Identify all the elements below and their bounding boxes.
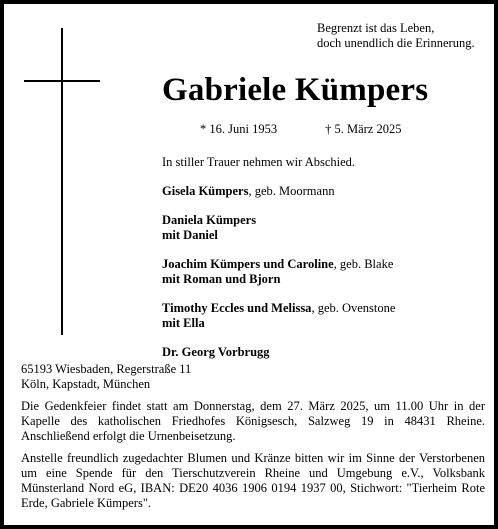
mourner-companions: mit Daniel xyxy=(162,228,218,242)
memorial-quote xyxy=(317,21,475,51)
mourner-companions: mit Roman und Bjorn xyxy=(162,272,281,286)
address-block xyxy=(21,362,191,392)
mourner-name: Timothy Eccles und Melissa xyxy=(162,301,312,315)
mourner-detail: , geb. Ovenstone xyxy=(311,301,396,315)
mourner-entry xyxy=(162,257,482,287)
mourner-name: Gisela Kümpers xyxy=(162,184,249,198)
donation-request: Anstelle freundlich zugedachter Blumen und Kränze bitten wir im Sinne der Verstorbenen um eine Spende für den Tierschutzverein Rheine und Umgebung e.V., Volksbank Münsterland Nord eG, IBAN: DE20 4036 1906 0194 1937 00, Stichwort: "Tierheim Rote Erde, Gabriele Kümpers". xyxy=(21,451,485,510)
address-line: 65193 Wiesbaden, Regerstraße 11 xyxy=(21,362,192,376)
life-dates xyxy=(200,122,401,137)
mourner-entry xyxy=(162,345,482,360)
quote-line: doch unendlich die Erinnerung. xyxy=(317,36,475,50)
funeral-details: Die Gedenkfeier findet statt am Donnerstag, dem 27. März 2025, um 11.00 Uhr in der Kapelle des katholischen Friedhofes Königsesch, Salzweg 19 in 48431 Rheine. Anschließend erfolgt die Urnenbeisetzung. xyxy=(21,399,485,443)
mourner-companions: mit Ella xyxy=(162,316,205,330)
mourner-detail: , geb. Moormann xyxy=(248,184,335,198)
mourner-entry xyxy=(162,184,482,199)
mourner-name: Joachim Kümpers und Caroline xyxy=(162,257,334,271)
mourners-list xyxy=(162,155,482,374)
mourner-name: Dr. Georg Vorbrugg xyxy=(162,345,270,359)
mourner-entry xyxy=(162,213,482,243)
death-date: † 5. März 2025 xyxy=(325,122,402,136)
mourner-detail: , geb. Blake xyxy=(333,257,394,271)
quote-line: Begrenzt ist das Leben, xyxy=(317,21,435,35)
deceased-name: Gabriele Kümpers xyxy=(162,72,429,108)
cross-icon xyxy=(61,28,63,335)
mourner-name: Daniela Kümpers xyxy=(162,213,257,227)
birth-date: * 16. Juni 1953 xyxy=(200,122,278,136)
mourner-entry xyxy=(162,301,482,331)
cross-icon-bar xyxy=(24,80,100,82)
address-line: Köln, Kapstadt, München xyxy=(21,377,151,391)
farewell-intro: In stiller Trauer nehmen wir Abschied. xyxy=(162,155,356,169)
